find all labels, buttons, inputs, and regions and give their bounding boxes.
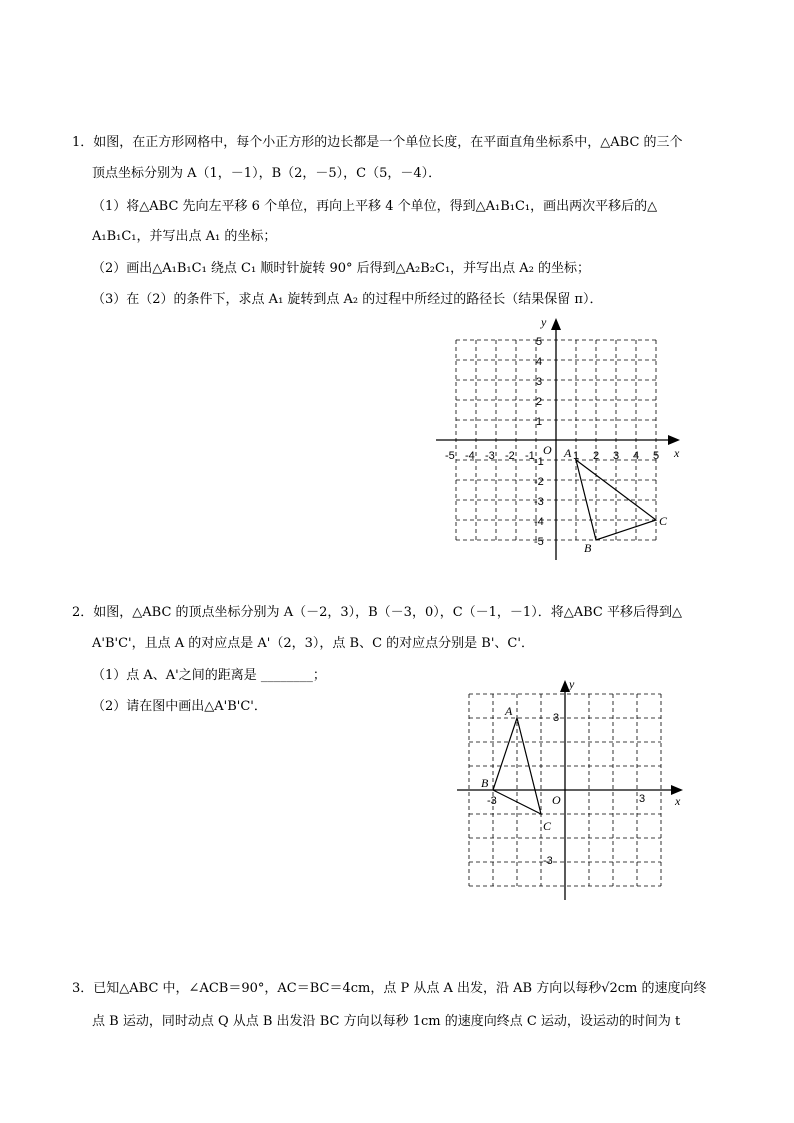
q1-label-b: B — [584, 541, 592, 555]
q1-part3: （3）在（2）的条件下，求点 A₁ 旋转到点 A₂ 的过程中所经过的路径长（结果保留 π）． — [92, 292, 603, 307]
q1-x-label: x — [674, 446, 680, 460]
q1-tick-y-neg3: -3 — [534, 496, 544, 508]
q2-number: 2 — [72, 605, 81, 620]
q2-line-1: 2．如图，△ABC 的顶点坐标分别为 A（－2，3），B（－3，0），C（－1，－1）．将△ABC 平移后得到△ — [72, 605, 682, 620]
q1-tick-x-3: 3 — [613, 450, 620, 462]
q1-figure — [430, 310, 690, 565]
q2-label-c: C — [543, 819, 552, 833]
q2-tick-x-neg3: -3 — [487, 795, 497, 807]
q1-tick-y-neg4: -4 — [534, 516, 544, 528]
q2-x-label: x — [675, 794, 681, 808]
q1-number: 1 — [72, 135, 81, 150]
q1-tick-y-neg1: -1 — [534, 456, 544, 468]
q2-line-2: A'B'C'，且点 A 的对应点是 A'（2，3），点 B、C 的对应点分别是 B'、C'． — [92, 636, 534, 651]
q1-tick-y-1: 1 — [536, 416, 543, 428]
q1-tick-y-neg2: -2 — [534, 476, 544, 488]
q1-tick-y-2: 2 — [536, 396, 543, 408]
q3-text-1: 已知△ABC 中，∠ACB＝90°，AC＝BC＝4cm，点 P 从点 A 出发，沿 AB 方向以每秒√2cm 的速度向终 — [93, 981, 707, 996]
q1-tick-x-1: 1 — [573, 450, 580, 462]
q1-tick-x-neg2: -2 — [505, 450, 515, 462]
q2-part1 — [92, 667, 326, 685]
q1-tick-x-neg4: -4 — [465, 450, 475, 462]
q2-part1-text: （1）点 A、A'之间的距离是 — [92, 668, 257, 683]
q1-tick-x-neg5: -5 — [445, 450, 455, 462]
q2-text-1: 如图，△ABC 的顶点坐标分别为 A（－2，3），B（－3，0），C（－1，－1）．将△ABC 平移后得到△ — [93, 605, 682, 620]
q1-x-arrow — [668, 435, 680, 445]
q1-tick-x-4: 4 — [633, 450, 640, 462]
q1-tick-x-5: 5 — [653, 450, 660, 462]
q1-tick-x-neg1: -1 — [525, 450, 535, 462]
q1-origin: O — [543, 443, 552, 457]
q2-answer-blank[interactable]: ________； — [260, 668, 326, 683]
q1-tick-x-neg3: -3 — [485, 450, 495, 462]
q2-tick-x-3: 3 — [639, 793, 646, 805]
q1-line-2: 顶点坐标分别为 A（1，－1），B（2，－5），C（5，－4）． — [92, 166, 442, 181]
q1-text-1: 如图，在正方形网格中，每个小正方形的边长都是一个单位长度，在平面直角坐标系中，△ABC 的三个 — [93, 135, 683, 150]
q1-tick-y-4: 4 — [536, 356, 543, 368]
q1-y-arrow — [551, 318, 561, 330]
q3-line-1: 3．已知△ABC 中，∠ACB＝90°，AC＝BC＝4cm，点 P 从点 A 出发，沿 AB 方向以每秒√2cm 的速度向终 — [72, 981, 707, 996]
q2-label-a: A — [505, 704, 513, 718]
q2-y-label: y — [569, 677, 575, 691]
q1-tick-y-3: 3 — [536, 376, 543, 388]
q2-tick-y-neg3: -3 — [543, 855, 553, 867]
q3-line-2: 点 B 运动，同时动点 Q 从点 B 出发沿 BC 方向以每秒 1cm 的速度向终点 C 运动，设运动的时间为 t — [92, 1014, 681, 1029]
q1-part1-b: A₁B₁C₁，并写出点 A₁ 的坐标； — [92, 229, 277, 244]
q2-origin: O — [552, 793, 561, 807]
q1-y-label: y — [541, 315, 547, 329]
q2-part2: （2）请在图中画出△A'B'C'． — [92, 699, 267, 714]
q1-tick-x-2: 2 — [593, 450, 600, 462]
q3-number: 3 — [72, 981, 81, 996]
q1-part2: （2）画出△A₁B₁C₁ 绕点 C₁ 顺时针旋转 90° 后得到△A₂B₂C₁，并写出点 A₂ 的坐标； — [92, 261, 591, 276]
q1-label-a: A — [564, 446, 572, 460]
q1-part1-a: （1）将△ABC 先向左平移 6 个单位，再向上平移 4 个单位，得到△A₁B₁C₁，画出两次平移后的△ — [92, 199, 658, 214]
q1-line-1: 1．如图，在正方形网格中，每个小正方形的边长都是一个单位长度，在平面直角坐标系中，△ABC 的三个 — [72, 135, 683, 150]
q2-tick-y-3: 3 — [553, 712, 560, 724]
q1-tick-y-neg5: -5 — [534, 536, 544, 548]
q2-figure — [455, 678, 690, 903]
q2-label-b: B — [481, 776, 489, 790]
q1-label-c: C — [659, 514, 668, 528]
q1-triangle-abc — [576, 460, 656, 540]
q1-tick-y-5: 5 — [536, 336, 543, 348]
